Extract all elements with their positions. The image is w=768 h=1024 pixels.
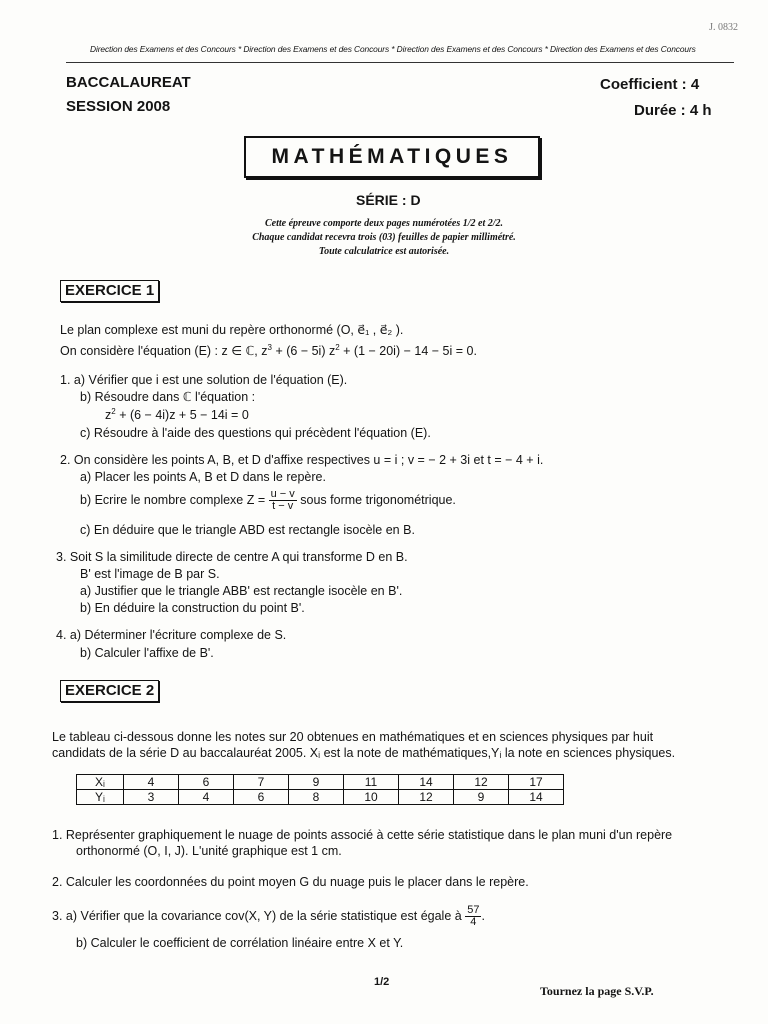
ex1-question-2c: c) En déduire que le triangle ABD est rectangle isocèle en B. bbox=[80, 523, 415, 537]
exam-name: BACCALAUREAT bbox=[66, 74, 191, 91]
ex2-intro: Le tableau ci-dessous donne les notes sur 20 obtenues en mathématiques et en sciences physiques par huit bbox=[52, 730, 654, 744]
fraction: $\frac{u - v}{t - v}$ bbox=[270, 488, 295, 512]
coefficient-label: Coefficient : 4 bbox=[600, 76, 700, 93]
table-cell: 4 bbox=[179, 790, 234, 805]
fraction: $\frac{57}{4}$ bbox=[467, 904, 480, 928]
turn-page-note: Tournez la page S.V.P. bbox=[540, 984, 654, 998]
ex2-question-1: 1. Représenter graphiquement le nuage de points associé à cette série statistique dans le plan muni d'un repère bbox=[52, 828, 673, 842]
table-row-label: Yᵢ bbox=[77, 790, 124, 805]
serie-label: SÉRIE : D bbox=[356, 192, 421, 208]
ex1-question-3b: b) En déduire la construction du point B'. bbox=[80, 601, 305, 615]
ex1-question-3: 3. Soit S la similitude directe de centre A qui transforme D en B. bbox=[56, 550, 408, 564]
table-cell: 9 bbox=[289, 775, 344, 790]
exercise-1-heading: EXERCICE 1 bbox=[60, 280, 159, 302]
table-cell: 10 bbox=[344, 790, 399, 805]
ex1-question-2a: a) Placer les points A, B et D dans le repère. bbox=[80, 470, 326, 484]
ex2-question-2: 2. Calculer les coordonnées du point moyen G du nuage puis le placer dans le repère. bbox=[52, 875, 529, 889]
table-cell: 7 bbox=[234, 775, 289, 790]
ex2-question-3b: b) Calculer le coefficient de corrélation linéaire entre X et Y. bbox=[76, 936, 404, 950]
table-cell: 11 bbox=[344, 775, 399, 790]
table-row bbox=[77, 790, 564, 805]
ex1-question-1c: c) Résoudre à l'aide des questions qui précèdent l'équation (E). bbox=[80, 426, 431, 440]
table-cell: 9 bbox=[454, 790, 509, 805]
ex2-intro-line2: candidats de la série D au baccalauréat 2005. Xᵢ est la note de mathématiques,Yᵢ la note en sciences physiques. bbox=[52, 746, 676, 760]
ex1-question-2: 2. On considère les points A, B, et D d'affixe respectives u = i ; v = − 2 + 3i et t = − 4 + i. bbox=[60, 453, 544, 467]
ex1-intro: Le plan complexe est muni du repère orthonormé (O, e⃗₁ , e⃗₂ ). bbox=[60, 323, 404, 337]
ex1-question-4a: 4. a) Déterminer l'écriture complexe de S. bbox=[56, 628, 287, 642]
ex2-question-1-line2: orthonormé (O, I, J). L'unité graphique est 1 cm. bbox=[76, 844, 342, 858]
table-cell: 3 bbox=[124, 790, 179, 805]
table-cell: 6 bbox=[179, 775, 234, 790]
table-cell: 4 bbox=[124, 775, 179, 790]
ex1-question-1b-equation: $z^2 + (6 - 4i)z + 5 - 14i = 0$ bbox=[105, 406, 249, 422]
table-cell: 6 bbox=[234, 790, 289, 805]
session-label: SESSION 2008 bbox=[66, 98, 171, 115]
ex2-question-3a: 3. a) Vérifier que la covariance cov(X, Y) de la série statistique est égale à $\frac{57}{4}$ . bbox=[52, 904, 485, 928]
ex1-question-3-line2: B' est l'image de B par S. bbox=[80, 567, 220, 581]
ex1-question-1a: 1. a) Vérifier que i est une solution de l'équation (E). bbox=[60, 373, 348, 387]
ex1-question-2b: b) Ecrire le nombre complexe Z = $\frac{u - v}{t - v}$ sous forme trigonométrique. bbox=[80, 488, 456, 512]
table-cell: 14 bbox=[399, 775, 454, 790]
exam-note: Chaque candidat recevra trois (03) feuilles de papier millimétré. bbox=[252, 232, 516, 243]
table-cell: 17 bbox=[509, 775, 564, 790]
table-cell: 12 bbox=[399, 790, 454, 805]
table-row bbox=[77, 775, 564, 790]
corner-reference: J. 0832 bbox=[709, 22, 738, 33]
table-cell: 12 bbox=[454, 775, 509, 790]
duration-label: Durée : 4 h bbox=[634, 102, 712, 119]
table-row-label: Xᵢ bbox=[77, 775, 124, 790]
header-divider bbox=[66, 62, 734, 63]
ex1-question-1b: b) Résoudre dans ℂ l'équation : bbox=[80, 390, 256, 404]
exam-note: Cette épreuve comporte deux pages numérotées 1/2 et 2/2. bbox=[264, 218, 504, 229]
exam-note: Toute calculatrice est autorisée. bbox=[318, 246, 450, 257]
subject-title: MATHÉMATIQUES bbox=[244, 136, 540, 178]
banner-text: Direction des Examens et des Concours * Direction des Examens et des Concours * Direction des Examens et des Concours * Direction des Examens et des Concours bbox=[90, 44, 696, 54]
grades-table bbox=[76, 774, 564, 805]
ex1-question-4b: b) Calculer l'affixe de B'. bbox=[80, 646, 214, 660]
ex1-equation: On considère l'équation (E) : z ∈ ℂ, $z^3 + (6 - 5i) z^2 + (1 - 20i) - 14 - 5i = 0$. bbox=[60, 342, 477, 358]
page-number: 1/2 bbox=[374, 976, 390, 988]
table-cell: 14 bbox=[509, 790, 564, 805]
ex1-question-3a: a) Justifier que le triangle ABB' est rectangle isocèle en B'. bbox=[80, 584, 403, 598]
table-cell: 8 bbox=[289, 790, 344, 805]
exercise-2-heading: EXERCICE 2 bbox=[60, 680, 159, 702]
